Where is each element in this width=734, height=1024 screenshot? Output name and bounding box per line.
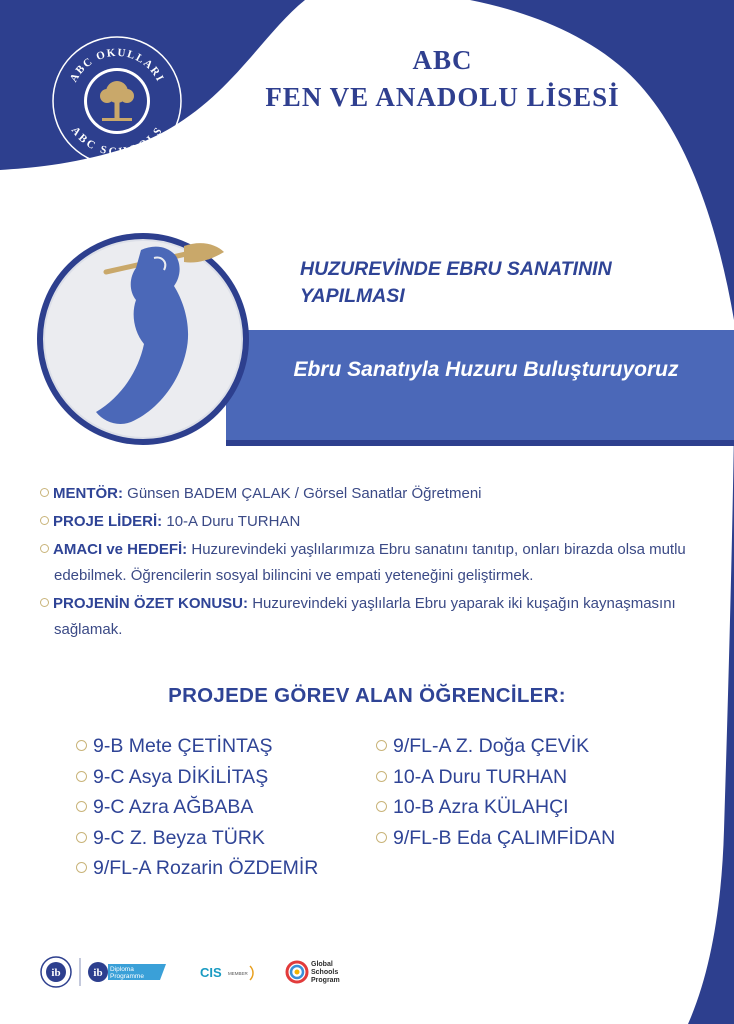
school-name-line-1: ABC <box>412 45 473 75</box>
svg-text:ABC OKULLARI: ABC OKULLARI <box>67 46 167 85</box>
student-name: 9-C Z. Beyza TÜRK <box>93 826 265 849</box>
project-details <box>40 481 710 645</box>
project-title: HUZUREVİNDE EBRU SANATININ YAPILMASI <box>300 258 612 307</box>
cis-member-logo <box>200 965 253 980</box>
detail-label: PROJE LİDERİ: <box>53 513 163 530</box>
students-right-column <box>376 731 615 853</box>
detail-text: 10-A Duru TURHAN <box>166 513 301 530</box>
ib-diploma-programme-logo <box>88 962 166 982</box>
detail-summary <box>40 591 710 643</box>
student-item <box>376 823 615 854</box>
detail-label: PROJENİN ÖZET KONUSU: <box>53 595 249 612</box>
svg-text:Schools: Schools <box>311 969 339 976</box>
detail-label: MENTÖR: <box>53 485 123 502</box>
student-name: 9-C Asya DİKİLİTAŞ <box>93 765 269 788</box>
school-title <box>250 42 635 116</box>
detail-text: Huzurevindeki yaşlılarla Ebru yaparak iki kuşağın kaynaşmasını sağlamak. <box>54 595 676 638</box>
svg-text:ib: ib <box>51 967 61 979</box>
svg-text:CIS: CIS <box>200 965 222 980</box>
student-name: 9/FL-A Z. Doğa ÇEVİK <box>393 735 590 757</box>
bullet-icon <box>376 771 387 782</box>
detail-text: Günsen BADEM ÇALAK / Görsel Sanatlar Öğretmeni <box>127 485 482 502</box>
detail-project-leader <box>40 509 710 535</box>
bullet-icon <box>40 516 49 525</box>
student-name: 9-C Azra AĞBABA <box>93 796 254 818</box>
bullet-icon <box>40 598 49 607</box>
school-name-line-2: FEN VE ANADOLU LİSESİ <box>265 82 620 112</box>
student-name: 9/FL-A Rozarin ÖZDEMİR <box>93 857 319 879</box>
svg-text:Program: Program <box>311 977 340 984</box>
slogan-text: Ebru Sanatıyla Huzuru Buluşturuyoruz <box>293 358 679 381</box>
student-item <box>76 731 318 762</box>
student-item <box>76 792 318 823</box>
student-item <box>76 853 318 884</box>
bullet-icon <box>76 801 87 812</box>
global-schools-program-logo <box>287 961 340 984</box>
ib-world-school-logo <box>41 957 71 987</box>
bullet-icon <box>76 740 87 751</box>
student-item <box>76 762 318 793</box>
student-name: 9-B Mete ÇETİNTAŞ <box>93 735 273 757</box>
abc-schools-logo <box>50 34 184 168</box>
student-item <box>376 762 615 793</box>
svg-text:ib: ib <box>93 967 103 979</box>
bullet-icon <box>376 832 387 843</box>
svg-text:ABC SCHOOLS: ABC SCHOOLS <box>68 124 166 159</box>
bullet-icon <box>376 801 387 812</box>
bullet-icon <box>76 862 87 873</box>
svg-text:Global: Global <box>311 961 333 968</box>
svg-text:Diploma: Diploma <box>110 966 134 973</box>
svg-text:MEMBER: MEMBER <box>228 971 248 976</box>
student-item <box>376 731 615 762</box>
bullet-icon <box>40 488 49 497</box>
student-item <box>376 792 615 823</box>
hand-brush-illustration <box>36 232 250 446</box>
detail-goal <box>40 537 710 589</box>
slogan-banner <box>226 330 734 446</box>
students-heading: PROJEDE GÖREV ALAN ÖĞRENCİLER: <box>168 684 566 707</box>
bullet-icon <box>76 832 87 843</box>
bullet-icon <box>376 740 387 751</box>
student-item <box>76 823 318 854</box>
accreditation-logos <box>38 952 368 992</box>
detail-text: Huzurevindeki yaşlılarımıza Ebru sanatını tanıtıp, onları birazda olsa mutlu edebilmek. Öğrencilerin sosyal bilincini ve empati yeteneğini geliştirmek. <box>54 541 686 584</box>
detail-mentor <box>40 481 710 507</box>
detail-label: AMACI ve HEDEFİ: <box>53 541 188 558</box>
student-name: 10-A Duru TURHAN <box>393 765 568 788</box>
svg-text:Programme: Programme <box>110 973 144 980</box>
bullet-icon <box>76 771 87 782</box>
student-name: 9/FL-B Eda ÇALIMFİDAN <box>393 826 616 849</box>
students-left-column <box>76 731 318 884</box>
bullet-icon <box>40 544 49 553</box>
student-name: 10-B Azra KÜLAHÇI <box>393 796 569 818</box>
